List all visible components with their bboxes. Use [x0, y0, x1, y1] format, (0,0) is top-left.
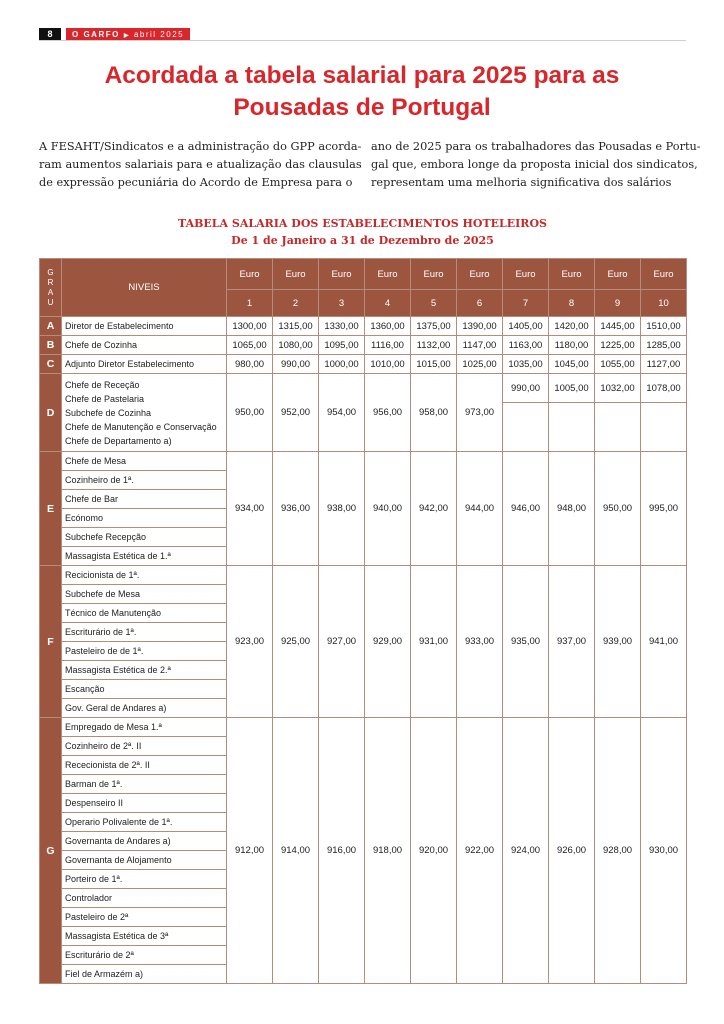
- salary-value: 912,00: [227, 718, 273, 984]
- article-title: Acordada a tabela salarial para 2025 para as Pousadas de Portugal: [104, 62, 620, 121]
- position-name: Massagista Estética de 1.ª: [62, 547, 227, 566]
- salary-value: 1078,00: [641, 374, 687, 403]
- position-name: Subchefe de Mesa: [62, 585, 227, 604]
- currency-header: Euro: [549, 259, 595, 290]
- position-name: Governanta de Alojamento: [62, 851, 227, 870]
- page-header: [39, 28, 686, 42]
- salary-value: 950,00: [595, 452, 641, 566]
- salary-value: 924,00: [503, 718, 549, 984]
- position-name: Operario Polivalente de 1ª.: [62, 813, 227, 832]
- salary-value: 956,00: [365, 374, 411, 452]
- page-number: 8: [39, 28, 61, 41]
- position-name: Despenseiro II: [62, 794, 227, 813]
- salary-value: 1010,00: [365, 355, 411, 374]
- salary-value: 926,00: [549, 718, 595, 984]
- position-name: Adjunto Diretor Estabelecimento: [62, 355, 227, 374]
- grau-header: G R A U: [40, 259, 62, 317]
- salary-value: 1300,00: [227, 317, 273, 336]
- niveis-header: NIVEIS: [62, 259, 227, 317]
- grau-cell: C: [40, 355, 62, 374]
- position-name: Cozinheiro de 1ª.: [62, 471, 227, 490]
- salary-value: 941,00: [641, 566, 687, 718]
- header-rule: [39, 40, 686, 41]
- salary-value: 940,00: [365, 452, 411, 566]
- intro-column-right: ano de 2025 para os trabalhadores das Pousadas e Portu- gal que, embora longe da proposta inicial dos sindicatos, representam uma melhoria significativa dos salários: [371, 140, 701, 189]
- level-header: 2: [273, 290, 319, 317]
- currency-header: Euro: [641, 259, 687, 290]
- position-name: Barman de 1ª.: [62, 775, 227, 794]
- salary-value: 1095,00: [319, 336, 365, 355]
- position-name: Empregado de Mesa 1.ª: [62, 718, 227, 737]
- level-header: 3: [319, 290, 365, 317]
- header-row-currency: [40, 259, 687, 290]
- salary-value: 937,00: [549, 566, 595, 718]
- salary-value: 918,00: [365, 718, 411, 984]
- grau-cell: A: [40, 317, 62, 336]
- position-name: Subchefe Recepção: [62, 528, 227, 547]
- position-name: Recicionista de 1ª.: [62, 566, 227, 585]
- salary-value: 925,00: [273, 566, 319, 718]
- salary-value: 1015,00: [411, 355, 457, 374]
- table-row: [40, 374, 687, 403]
- position-name: Massagista Estética de 3ª: [62, 927, 227, 946]
- position-name: Gov. Geral de Andares a): [62, 699, 227, 718]
- brand-name: O GARFO: [72, 30, 120, 39]
- table-row: [40, 336, 687, 355]
- salary-value: 1116,00: [365, 336, 411, 355]
- salary-value: 927,00: [319, 566, 365, 718]
- currency-header: Euro: [503, 259, 549, 290]
- salary-value: 1045,00: [549, 355, 595, 374]
- currency-header: Euro: [595, 259, 641, 290]
- salary-value: 1375,00: [411, 317, 457, 336]
- salary-value: 1080,00: [273, 336, 319, 355]
- position-name: Escriturário de 1ª.: [62, 623, 227, 642]
- issue-date: abril 2025: [133, 30, 185, 39]
- salary-value: 1132,00: [411, 336, 457, 355]
- salary-value: 931,00: [411, 566, 457, 718]
- position-names: Chefe de Receção Chefe de Pastelaria Subchefe de Cozinha Chefe de Manutenção e Conservação Chefe de Departamento a): [62, 374, 227, 452]
- salary-value: 916,00: [319, 718, 365, 984]
- salary-value: 1180,00: [549, 336, 595, 355]
- salary-value: 944,00: [457, 452, 503, 566]
- salary-value: 934,00: [227, 452, 273, 566]
- currency-header: Euro: [411, 259, 457, 290]
- table-title: TABELA SALARIA DOS ESTABELECIMENTOS HOTELEIROS De 1 de Janeiro a 31 de Dezembro de 2025: [178, 217, 547, 247]
- salary-value: 1285,00: [641, 336, 687, 355]
- salary-value: 990,00: [273, 355, 319, 374]
- salary-value: 939,00: [595, 566, 641, 718]
- empty-cell: [595, 403, 641, 452]
- salary-value: 946,00: [503, 452, 549, 566]
- salary-value: 1225,00: [595, 336, 641, 355]
- salary-value: 990,00: [503, 374, 549, 403]
- currency-header: Euro: [365, 259, 411, 290]
- salary-value: 1025,00: [457, 355, 503, 374]
- salary-value: 1000,00: [319, 355, 365, 374]
- intro-column-left: A FESAHT/Sindicatos e a administração do GPP acorda- ram aumentos salariais para e atualização das clausulas de expressão pecuniária do Acordo de Empresa para o: [39, 140, 362, 189]
- salary-value: 1445,00: [595, 317, 641, 336]
- salary-value: 1127,00: [641, 355, 687, 374]
- salary-value: 952,00: [273, 374, 319, 452]
- position-name: Escriturário de 2ª: [62, 946, 227, 965]
- table-row: [40, 452, 687, 471]
- grau-cell: B: [40, 336, 62, 355]
- salary-value: 995,00: [641, 452, 687, 566]
- salary-value: 1065,00: [227, 336, 273, 355]
- salary-value: 928,00: [595, 718, 641, 984]
- salary-value: 954,00: [319, 374, 365, 452]
- position-name: Fiel de Armazém a): [62, 965, 227, 984]
- salary-value: 958,00: [411, 374, 457, 452]
- salary-table: [39, 258, 687, 984]
- level-header: 8: [549, 290, 595, 317]
- table-row: [40, 317, 687, 336]
- level-header: 7: [503, 290, 549, 317]
- grau-cell: G: [40, 718, 62, 984]
- position-name: Massagista Estética de 2.ª: [62, 661, 227, 680]
- position-name: Porteiro de 1ª.: [62, 870, 227, 889]
- salary-value: 948,00: [549, 452, 595, 566]
- level-header: 6: [457, 290, 503, 317]
- position-name: Pasteleiro de 2ª: [62, 908, 227, 927]
- salary-value: 936,00: [273, 452, 319, 566]
- level-header: 1: [227, 290, 273, 317]
- salary-value: 929,00: [365, 566, 411, 718]
- position-name: Chefe de Cozinha: [62, 336, 227, 355]
- salary-value: 1390,00: [457, 317, 503, 336]
- salary-value: 1360,00: [365, 317, 411, 336]
- salary-value: 923,00: [227, 566, 273, 718]
- arrow-right-icon: ▶: [123, 33, 130, 39]
- position-name: Técnico de Manutenção: [62, 604, 227, 623]
- empty-cell: [503, 403, 549, 452]
- empty-cell: [549, 403, 595, 452]
- salary-value: 1055,00: [595, 355, 641, 374]
- salary-value: 1005,00: [549, 374, 595, 403]
- salary-value: 1330,00: [319, 317, 365, 336]
- salary-value: 1032,00: [595, 374, 641, 403]
- position-name: Diretor de Estabelecimento: [62, 317, 227, 336]
- currency-header: Euro: [227, 259, 273, 290]
- salary-value: 1035,00: [503, 355, 549, 374]
- salary-value: 980,00: [227, 355, 273, 374]
- table-row: [40, 566, 687, 585]
- salary-value: 1405,00: [503, 317, 549, 336]
- empty-cell: [641, 403, 687, 452]
- level-header: 9: [595, 290, 641, 317]
- grau-cell: E: [40, 452, 62, 566]
- position-name: Cozinheiro de 2ª. II: [62, 737, 227, 756]
- currency-header: Euro: [457, 259, 503, 290]
- position-name: Ecónomo: [62, 509, 227, 528]
- salary-value: 914,00: [273, 718, 319, 984]
- currency-header: Euro: [273, 259, 319, 290]
- position-name: Escanção: [62, 680, 227, 699]
- salary-value: 1163,00: [503, 336, 549, 355]
- currency-header: Euro: [319, 259, 365, 290]
- salary-value: 938,00: [319, 452, 365, 566]
- salary-value: 942,00: [411, 452, 457, 566]
- grau-cell: F: [40, 566, 62, 718]
- position-name: Controlador: [62, 889, 227, 908]
- table-row: [40, 718, 687, 737]
- position-name: Rececionista de 2ª. II: [62, 756, 227, 775]
- salary-value: 1420,00: [549, 317, 595, 336]
- salary-value: 930,00: [641, 718, 687, 984]
- salary-value: 933,00: [457, 566, 503, 718]
- level-header: 4: [365, 290, 411, 317]
- position-name: Chefe de Bar: [62, 490, 227, 509]
- level-header: 10: [641, 290, 687, 317]
- salary-value: 922,00: [457, 718, 503, 984]
- grau-cell: D: [40, 374, 62, 452]
- salary-value: 950,00: [227, 374, 273, 452]
- salary-value: 920,00: [411, 718, 457, 984]
- position-name: Governanta de Andares a): [62, 832, 227, 851]
- salary-value: 935,00: [503, 566, 549, 718]
- position-name: Pasteleiro de de 1ª.: [62, 642, 227, 661]
- salary-value: 973,00: [457, 374, 503, 452]
- salary-value: 1315,00: [273, 317, 319, 336]
- salary-value: 1510,00: [641, 317, 687, 336]
- position-name: Chefe de Mesa: [62, 452, 227, 471]
- table-row: [40, 355, 687, 374]
- level-header: 5: [411, 290, 457, 317]
- salary-value: 1147,00: [457, 336, 503, 355]
